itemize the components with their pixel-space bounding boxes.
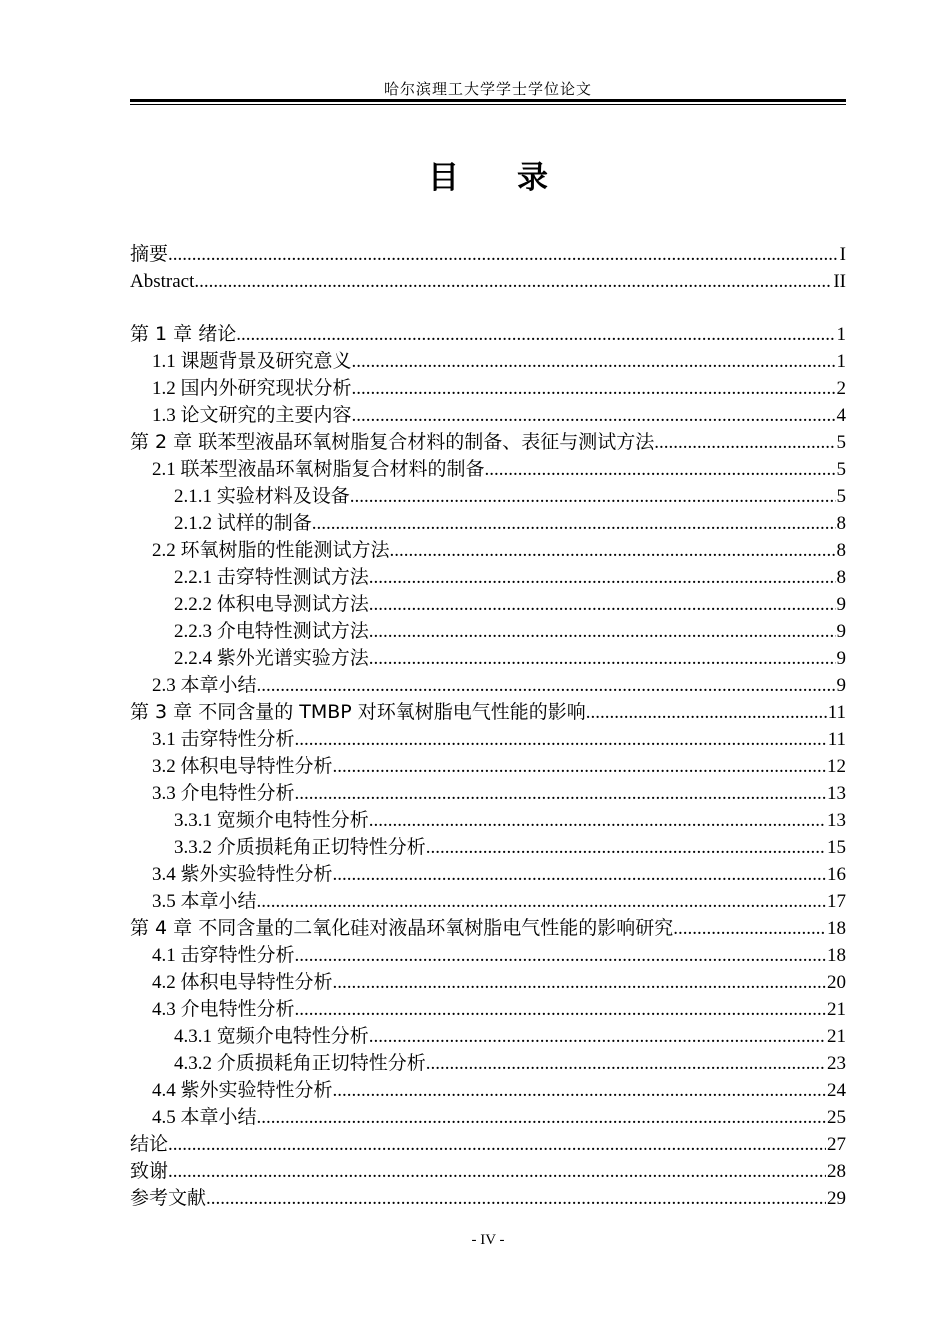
toc-entries [130, 321, 846, 1212]
toc-entry-label: 3.3.2 介质损耗角正切特性分析 [174, 837, 426, 858]
toc-entry-label: 2.2.1 击穿特性测试方法 [174, 567, 369, 588]
dot-leader [333, 969, 826, 996]
dot-leader [369, 645, 836, 672]
toc-entry-page: 9 [836, 648, 846, 669]
toc-entry[interactable] [130, 726, 846, 753]
toc-entry-page: 8 [836, 513, 846, 534]
toc-title: 目录 [428, 160, 606, 196]
toc-entry[interactable] [130, 483, 846, 510]
dot-leader [369, 1023, 826, 1050]
toc-entry[interactable] [130, 591, 846, 618]
toc-entry[interactable] [130, 618, 846, 645]
toc-entry-page: 9 [836, 621, 846, 642]
dot-leader [485, 456, 836, 483]
toc-entry-page: 5 [836, 486, 846, 507]
toc-entry-page: 11 [827, 702, 846, 723]
toc-entry[interactable] [130, 1077, 846, 1104]
toc-entry-page: 17 [827, 891, 846, 912]
toc-entry-label: 4.2 体积电导特性分析 [152, 972, 333, 993]
dot-leader [194, 268, 832, 295]
dot-leader [586, 699, 827, 726]
toc-entry-label: 3.3.1 宽频介电特性分析 [174, 810, 369, 831]
dot-leader [295, 780, 826, 807]
toc-entry-label: 2.2.2 体积电导测试方法 [174, 594, 369, 615]
toc-entry-page: 5 [836, 432, 846, 453]
toc-entry-page: 1 [836, 324, 846, 345]
toc-spacer [130, 295, 846, 321]
toc-entry[interactable] [130, 915, 846, 942]
toc-entry-page: 12 [827, 756, 846, 777]
toc-entry-label: 2.3 本章小结 [152, 675, 257, 696]
dot-leader [236, 321, 835, 348]
toc-entry-label: 第 3 章 不同含量的 TMBP 对环氧树脂电气性能的影响 [130, 701, 586, 723]
dot-leader [654, 429, 835, 456]
dot-leader [206, 1185, 826, 1212]
toc-entry-label: 3.5 本章小结 [152, 891, 257, 912]
dot-leader [257, 672, 836, 699]
toc-entry-page: 20 [827, 972, 846, 993]
toc-entry-label: 第 1 章 绪论 [130, 323, 237, 345]
toc-entry-label: 结论 [130, 1133, 169, 1155]
toc-entry-page: 13 [827, 810, 846, 831]
toc-entry[interactable] [130, 888, 846, 915]
dot-leader [426, 1050, 826, 1077]
toc-entry[interactable] [130, 429, 846, 456]
dot-leader [369, 591, 836, 618]
toc-entry-page: 27 [827, 1134, 846, 1155]
dot-leader [333, 861, 826, 888]
dot-leader [369, 807, 826, 834]
dot-leader [295, 996, 826, 1023]
toc-entry-page: 9 [836, 594, 846, 615]
toc-entry[interactable] [130, 1023, 846, 1050]
toc-entry-page: 5 [836, 459, 846, 480]
toc-entry[interactable] [130, 699, 846, 726]
header-rule-thin [130, 104, 846, 105]
toc-entry-label: 摘要 [130, 243, 169, 265]
toc-entry-page: 21 [827, 1026, 846, 1047]
toc-entry-page: 16 [827, 864, 846, 885]
toc-entry-page: 28 [827, 1161, 846, 1182]
dot-leader [369, 564, 836, 591]
toc-entry[interactable] [130, 672, 846, 699]
toc-entry[interactable] [130, 1050, 846, 1077]
toc-entry-label: Abstract [130, 271, 195, 292]
dot-leader [369, 618, 836, 645]
toc-entry-page: 9 [836, 675, 846, 696]
toc-entry[interactable] [130, 1104, 846, 1131]
toc-entry-label: 1.1 课题背景及研究意义 [152, 351, 352, 372]
toc-entry-label: 3.1 击穿特性分析 [152, 729, 295, 750]
toc-entry[interactable] [130, 942, 846, 969]
toc-entry-page: 8 [836, 540, 846, 561]
toc-entry[interactable] [130, 1158, 846, 1185]
dot-leader [257, 1104, 826, 1131]
toc-entry-page: 21 [827, 999, 846, 1020]
toc-entry-page: II [833, 271, 846, 292]
toc-entry-page: 18 [827, 918, 846, 939]
toc-entry-label: 4.1 击穿特性分析 [152, 945, 295, 966]
toc-entry-page: 15 [827, 837, 846, 858]
toc-entry-page: 2 [836, 378, 846, 399]
toc-entry[interactable] [130, 861, 846, 888]
toc-entry-label: 2.1.2 试样的制备 [174, 513, 312, 534]
toc-entry-page: 13 [827, 783, 846, 804]
dot-leader [352, 348, 836, 375]
table-of-contents [130, 241, 846, 1212]
toc-entry[interactable] [130, 456, 846, 483]
toc-entry-label: 2.1.1 实验材料及设备 [174, 486, 350, 507]
toc-entry-label: 3.2 体积电导特性分析 [152, 756, 333, 777]
dot-leader [352, 402, 836, 429]
header-rule-thick [130, 99, 846, 102]
toc-entry-label: 4.5 本章小结 [152, 1107, 257, 1128]
toc-entry[interactable] [130, 402, 846, 429]
toc-entry-page: 8 [836, 567, 846, 588]
toc-entry[interactable] [130, 1131, 846, 1158]
toc-entry[interactable] [130, 375, 846, 402]
toc-entry-label: 2.2 环氧树脂的性能测试方法 [152, 540, 390, 561]
dot-leader [295, 942, 826, 969]
dot-leader [673, 915, 826, 942]
toc-entry-abstract-en[interactable] [130, 268, 846, 295]
toc-entry-page: 25 [827, 1107, 846, 1128]
toc-entry[interactable] [130, 1185, 846, 1212]
toc-entry-page: 18 [827, 945, 846, 966]
toc-entry[interactable] [130, 537, 846, 564]
toc-entry-label: 2.1 联苯型液晶环氧树脂复合材料的制备 [152, 459, 485, 480]
toc-entry-label: 3.3 介电特性分析 [152, 783, 295, 804]
toc-entry-page: 4 [836, 405, 846, 426]
toc-entry-label: 4.3.2 介质损耗角正切特性分析 [174, 1053, 426, 1074]
toc-entry-label: 第 4 章 不同含量的二氧化硅对液晶环氧树脂电气性能的影响研究 [130, 917, 674, 939]
toc-entry-label: 1.3 论文研究的主要内容 [152, 405, 352, 426]
toc-entry[interactable] [130, 645, 846, 672]
toc-entry-page: 11 [827, 729, 846, 750]
toc-entry[interactable] [130, 510, 846, 537]
toc-entry-abstract-cn[interactable] [130, 241, 846, 268]
toc-entry-label: 致谢 [130, 1160, 169, 1182]
dot-leader [352, 375, 836, 402]
toc-entry-label: 4.3 介电特性分析 [152, 999, 295, 1020]
dot-leader [426, 834, 826, 861]
toc-entry-label: 2.2.4 紫外光谱实验方法 [174, 648, 369, 669]
dot-leader [390, 537, 836, 564]
toc-entry-page: 1 [836, 351, 846, 372]
dot-leader [168, 1131, 826, 1158]
toc-entry[interactable] [130, 348, 846, 375]
toc-entry[interactable] [130, 753, 846, 780]
toc-entry-label: 2.2.3 介电特性测试方法 [174, 621, 369, 642]
toc-entry-page: I [839, 244, 846, 265]
running-header: 哈尔滨理工大学学士学位论文 [383, 82, 592, 98]
toc-entry[interactable] [130, 834, 846, 861]
toc-entry-label: 1.2 国内外研究现状分析 [152, 378, 352, 399]
toc-entry-label: 第 2 章 联苯型液晶环氧树脂复合材料的制备、表征与测试方法 [130, 431, 655, 453]
toc-entry[interactable] [130, 321, 846, 348]
toc-entry-label: 4.3.1 宽频介电特性分析 [174, 1026, 369, 1047]
toc-entry-page: 29 [827, 1188, 846, 1209]
dot-leader [312, 510, 836, 537]
dot-leader [333, 753, 826, 780]
toc-entry[interactable] [130, 564, 846, 591]
toc-entry-page: 23 [827, 1053, 846, 1074]
toc-entry[interactable] [130, 780, 846, 807]
dot-leader [295, 726, 827, 753]
toc-entry-label: 4.4 紫外实验特性分析 [152, 1080, 333, 1101]
dot-leader [168, 1158, 826, 1185]
toc-entry-label: 参考文献 [130, 1187, 207, 1209]
toc-entry[interactable] [130, 996, 846, 1023]
toc-entry[interactable] [130, 969, 846, 996]
page-number: - IV - [471, 1232, 505, 1248]
toc-entry-label: 3.4 紫外实验特性分析 [152, 864, 333, 885]
dot-leader [257, 888, 826, 915]
dot-leader [333, 1077, 826, 1104]
toc-entry[interactable] [130, 807, 846, 834]
dot-leader [350, 483, 836, 510]
toc-entry-page: 24 [827, 1080, 846, 1101]
dot-leader [168, 241, 839, 268]
